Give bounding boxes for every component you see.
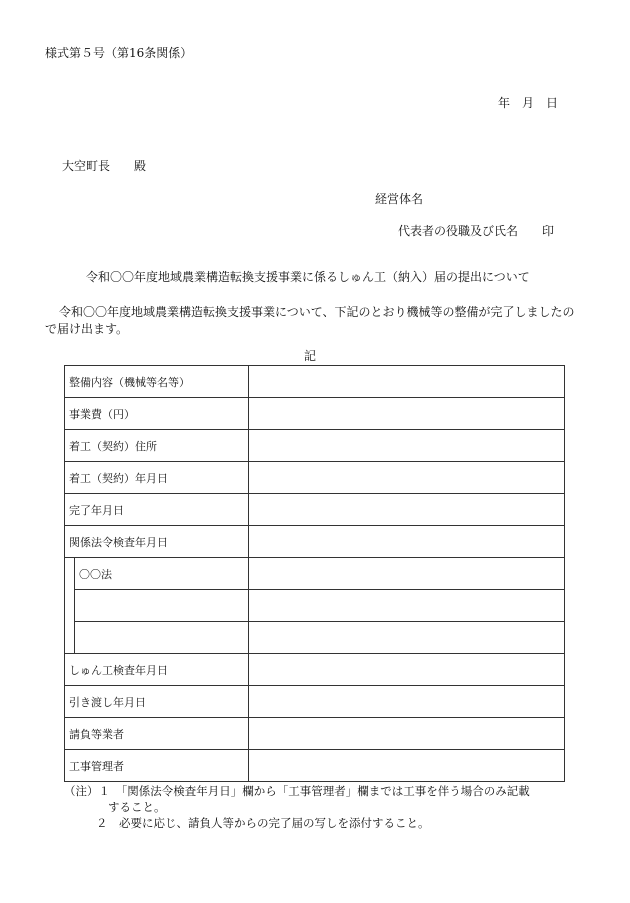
representative-label: 代表者の役職及び氏名 印 (398, 224, 555, 238)
form-number: 様式第５号（第16条関係） (45, 46, 193, 60)
indent-cell (65, 590, 75, 622)
table-row (65, 526, 565, 558)
row-value-field[interactable] (249, 398, 565, 430)
row-value-field[interactable] (249, 558, 565, 590)
row-value-field[interactable] (249, 494, 565, 526)
row-label: 着工（契約）年月日 (65, 462, 249, 494)
row-value-field[interactable] (249, 366, 565, 398)
table-row (65, 494, 565, 526)
table-row (65, 398, 565, 430)
table-sub-row (65, 590, 565, 622)
table-row (65, 750, 565, 782)
body-text: 令和〇〇年度地域農業構造転換支援事業について、下記のとおり機械等の整備が完了しましたので届け出ます。 (45, 305, 575, 337)
sub-row-label (75, 590, 249, 622)
notes (64, 783, 584, 831)
indent-cell (65, 558, 75, 590)
note-2: ２ 必要に応じ、請負人等からの完了届の写しを添付すること。 (96, 816, 430, 831)
sub-row-label (75, 622, 249, 654)
indent-cell (65, 622, 75, 654)
document-title: 令和〇〇年度地域農業構造転換支援事業に係るしゅん工（納入）届の提出について (86, 270, 530, 284)
row-value-field[interactable] (249, 590, 565, 622)
row-label: 事業費（円） (65, 398, 249, 430)
row-label: 着工（契約）住所 (65, 430, 249, 462)
table-row (65, 430, 565, 462)
row-value-field[interactable] (249, 654, 565, 686)
addressee: 大空町長 殿 (62, 159, 147, 173)
sub-row-label: 〇〇法 (75, 558, 249, 590)
row-label: 請負等業者 (65, 718, 249, 750)
table-row (65, 462, 565, 494)
note-1-text: 「関係法令検査年月日」欄から「工事管理者」欄までは工事を伴う場合のみ記載 (121, 784, 530, 798)
row-label: 工事管理者 (65, 750, 249, 782)
record-table (64, 365, 565, 782)
note-1 (64, 783, 584, 799)
table-row (65, 718, 565, 750)
row-value-field[interactable] (249, 750, 565, 782)
row-label: 完了年月日 (65, 494, 249, 526)
table-sub-row (65, 558, 565, 590)
note-1-continuation: すること。 (108, 800, 166, 815)
row-label: しゅん工検査年月日 (65, 654, 249, 686)
entity-name-label: 経営体名 (375, 192, 424, 206)
table-row (65, 366, 565, 398)
row-value-field[interactable] (249, 430, 565, 462)
row-value-field[interactable] (249, 622, 565, 654)
ki-heading: 記 (304, 349, 317, 363)
row-label: 整備内容（機械等名等） (65, 366, 249, 398)
table-row (65, 654, 565, 686)
row-value-field[interactable] (249, 526, 565, 558)
row-label: 関係法令検査年月日 (65, 526, 249, 558)
table-row (65, 686, 565, 718)
note-1-prefix: （注）１ (64, 784, 122, 798)
table-sub-row (65, 622, 565, 654)
row-value-field[interactable] (249, 462, 565, 494)
row-value-field[interactable] (249, 686, 565, 718)
row-label: 引き渡し年月日 (65, 686, 249, 718)
row-value-field[interactable] (249, 718, 565, 750)
date-line: 年 月 日 (498, 96, 559, 110)
